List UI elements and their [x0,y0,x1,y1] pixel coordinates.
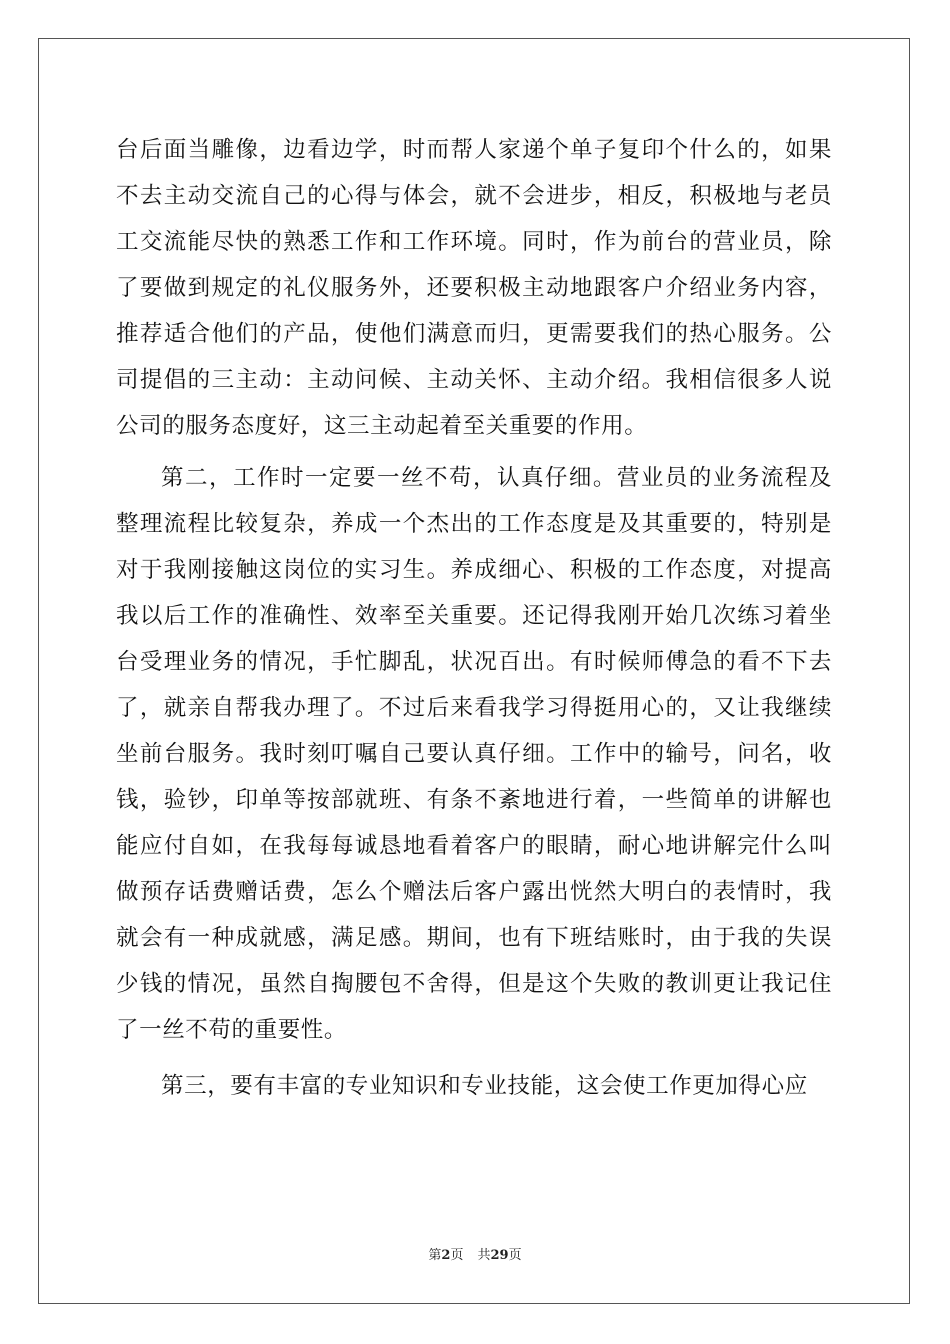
text-line: 不去主动交流自己的心得与体会，就不会进步，相反，积极地与老员 [116,183,832,209]
page-prefix: 第 [428,1248,442,1263]
text-line: 我以后工作的准确性、效率至关重要。还记得我刚开始几次练习着坐 [116,603,832,629]
text-line: 了，就亲自帮我办理了。不过后来看我学习得挺用心的，又让我继续 [116,695,832,721]
text-line: 公司的服务态度好，这三主动起着至关重要的作用。 [116,413,648,439]
text-line: 工交流能尽快的熟悉工作和工作环境。同时，作为前台的营业员，除 [116,229,832,255]
text-line: 坐前台服务。我时刻叮嘱自己要认真仔细。工作中的输号，问名，收 [116,741,832,767]
total-prefix: 共 [477,1248,491,1263]
text-line: 能应付自如，在我每每诚恳地看着客户的眼睛，耐心地讲解完什么叫 [116,833,832,859]
text-line: 台后面当雕像，边看边学，时而帮人家递个单子复印个什么的，如果 [116,137,832,163]
paragraph-1 [116,127,832,449]
text-line: 做预存话费赠话费，怎么个赠法后客户露出恍然大明白的表情时，我 [116,879,832,905]
paragraph-3 [116,1063,832,1109]
page-number: 2 [441,1248,451,1263]
paragraph-gap [116,1053,832,1063]
paragraph-2 [116,455,832,1053]
text-line: 司提倡的三主动：主动问候、主动关怀、主动介绍。我相信很多人说 [116,367,832,393]
document-body [116,127,832,1109]
text-line: 整理流程比较复杂，养成一个杰出的工作态度是及其重要的，特别是 [116,511,832,537]
text-line: 了一丝不苟的重要性。 [116,1017,348,1043]
total-suffix: 页 [508,1248,522,1263]
total-pages: 29 [490,1248,509,1263]
text-line: 少钱的情况，虽然自掏腰包不舍得，但是这个失败的教训更让我记住 [116,971,832,997]
text-line: 第三，要有丰富的专业知识和专业技能，这会使工作更加得心应 [161,1073,808,1099]
page-suffix: 页 [450,1248,464,1263]
text-line: 就会有一种成就感，满足感。期间，也有下班结账时，由于我的失误 [116,925,832,951]
page-footer [0,1244,950,1263]
text-line: 了要做到规定的礼仪服务外，还要积极主动地跟客户介绍业务内容， [116,275,832,301]
text-line: 第二，工作时一定要一丝不苟，认真仔细。营业员的业务流程及 [161,465,832,491]
text-line: 台受理业务的情况，手忙脚乱，状况百出。有时候师傅急的看不下去 [116,649,832,675]
text-line: 推荐适合他们的产品，使他们满意而归，更需要我们的热心服务。公 [116,321,832,347]
text-line: 对于我刚接触这岗位的实习生。养成细心、积极的工作态度，对提高 [116,557,832,583]
text-line: 钱，验钞，印单等按部就班、有条不紊地进行着，一些简单的讲解也 [116,787,832,813]
